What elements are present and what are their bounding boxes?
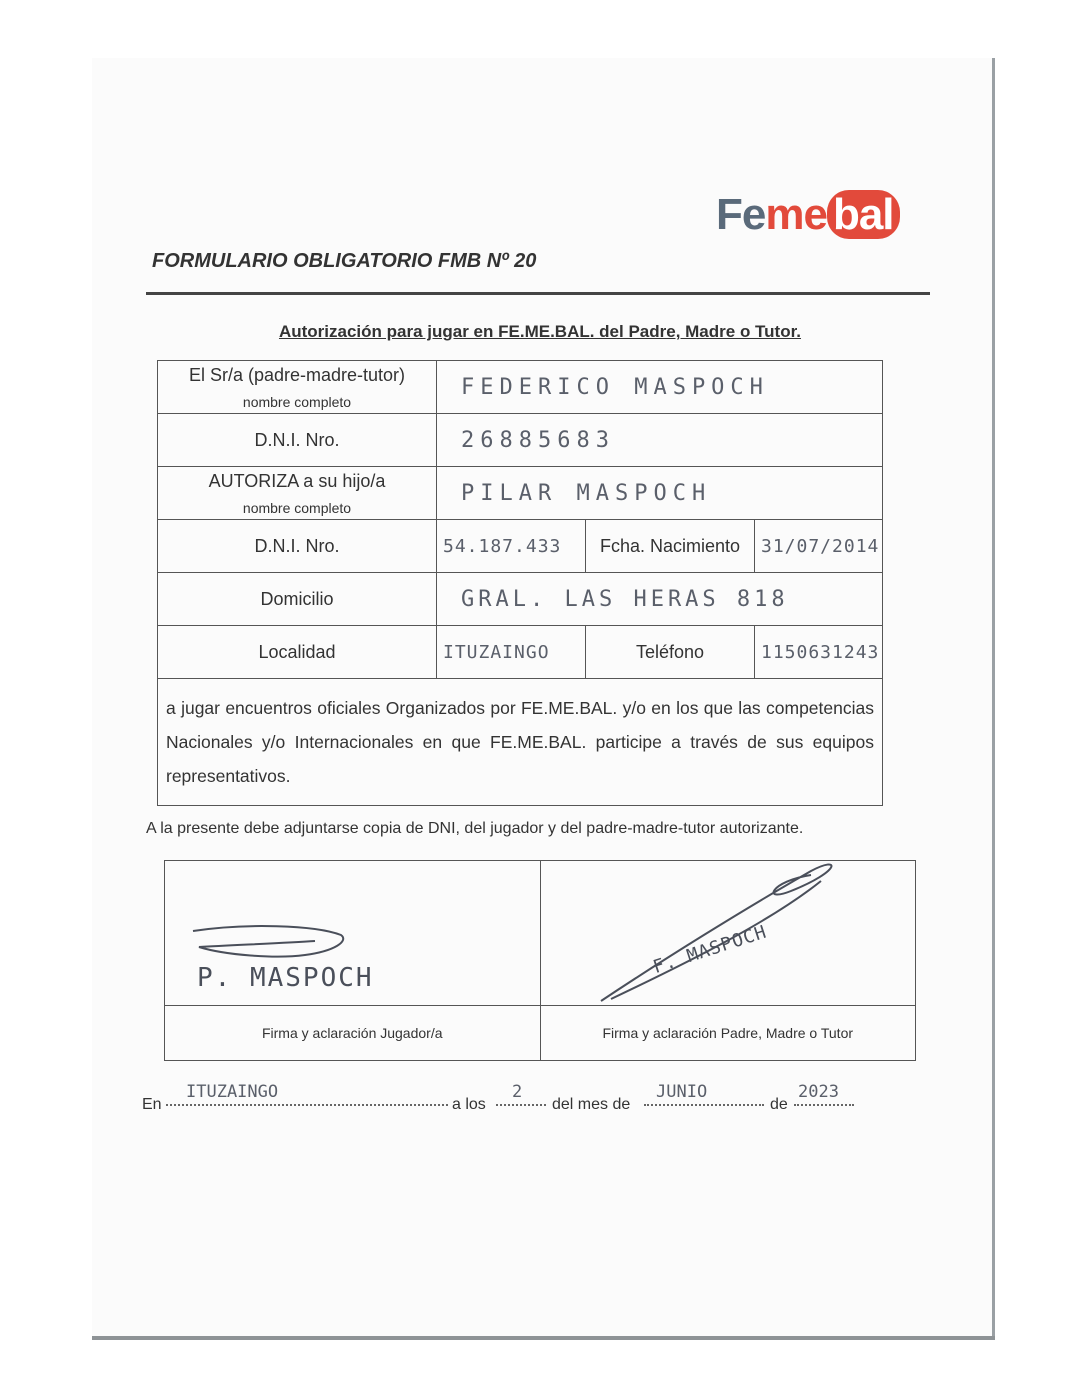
telefono-label: Teléfono <box>586 626 755 679</box>
player-printed-name: P. MASPOCH <box>197 963 374 993</box>
date-place-line <box>142 1082 862 1122</box>
birthdate-field[interactable]: 31/07/2014 <box>755 520 883 573</box>
femebal-logo: Feme bal <box>716 190 900 240</box>
tutor-sublabel: nombre completo <box>242 393 352 410</box>
locality-field[interactable]: ITUZAINGO <box>437 626 586 679</box>
table-row <box>158 626 883 679</box>
attachment-note: A la presente debe adjuntarse copia de DNI, del jugador y del padre-madre-tutor autorizante. <box>146 820 804 837</box>
player-signature-area[interactable] <box>165 861 541 1006</box>
footer-del-mes-de: del mes de <box>552 1096 631 1113</box>
footer-year[interactable]: 2023 <box>798 1082 839 1102</box>
table-row <box>158 467 883 520</box>
localidad-label: Localidad <box>158 626 437 679</box>
form-title: FORMULARIO OBLIGATORIO FMB Nº 20 <box>152 250 537 272</box>
tutor-label-cell <box>158 361 437 414</box>
parent-signature-area[interactable] <box>540 861 916 1006</box>
domicilio-label: Domicilio <box>158 573 437 626</box>
dni2-label: D.N.I. Nro. <box>158 520 437 573</box>
tutor-name-field[interactable]: FEDERICO MASPOCH <box>437 361 883 414</box>
authorization-table <box>157 360 883 806</box>
address-field[interactable]: GRAL. LAS HERAS 818 <box>437 573 883 626</box>
authorization-text: a jugar encuentros oficiales Organizados por FE.ME.BAL. y/o en los que las competencias Nacionales y/o Internacionales en que FE.ME.BAL. participe a través de sus equipos representativos. <box>158 679 883 806</box>
parent-printed-name: F. MASPOCH <box>650 921 770 978</box>
form-subtitle: Autorización para jugar en FE.ME.BAL. del Padre, Madre o Tutor. <box>278 322 802 341</box>
table-row <box>158 361 883 414</box>
footer-place[interactable]: ITUZAINGO <box>186 1082 279 1102</box>
table-row <box>158 679 883 806</box>
hijo-label-cell <box>158 467 437 520</box>
child-dni-field[interactable]: 54.187.433 <box>437 520 586 573</box>
hijo-sublabel: nombre completo <box>242 499 352 516</box>
tutor-label: El Sr/a (padre-madre-tutor) <box>188 364 406 385</box>
birthdate-label: Fcha. Nacimiento <box>586 520 755 573</box>
parent-signature-caption: Firma y aclaración Padre, Madre o Tutor <box>540 1006 916 1061</box>
player-signature-caption: Firma y aclaración Jugador/a <box>165 1006 541 1061</box>
table-row <box>158 520 883 573</box>
footer-a-los: a los <box>452 1096 486 1113</box>
footer-month[interactable]: JUNIO <box>656 1082 708 1102</box>
phone-field[interactable]: 1150631243 <box>755 626 883 679</box>
table-row <box>158 573 883 626</box>
paper-edge <box>92 1336 995 1340</box>
hijo-label: AUTORIZA a su hijo/a <box>208 470 386 491</box>
child-name-field[interactable]: PILAR MASPOCH <box>437 467 883 520</box>
footer-day[interactable]: 2 <box>512 1082 523 1102</box>
title-rule <box>146 292 930 295</box>
dni1-label: D.N.I. Nro. <box>158 414 437 467</box>
footer-en: En <box>142 1096 162 1113</box>
tutor-dni-field[interactable]: 26885683 <box>437 414 883 467</box>
footer-de: de <box>770 1096 788 1113</box>
signature-table <box>164 860 916 1061</box>
table-row <box>158 414 883 467</box>
